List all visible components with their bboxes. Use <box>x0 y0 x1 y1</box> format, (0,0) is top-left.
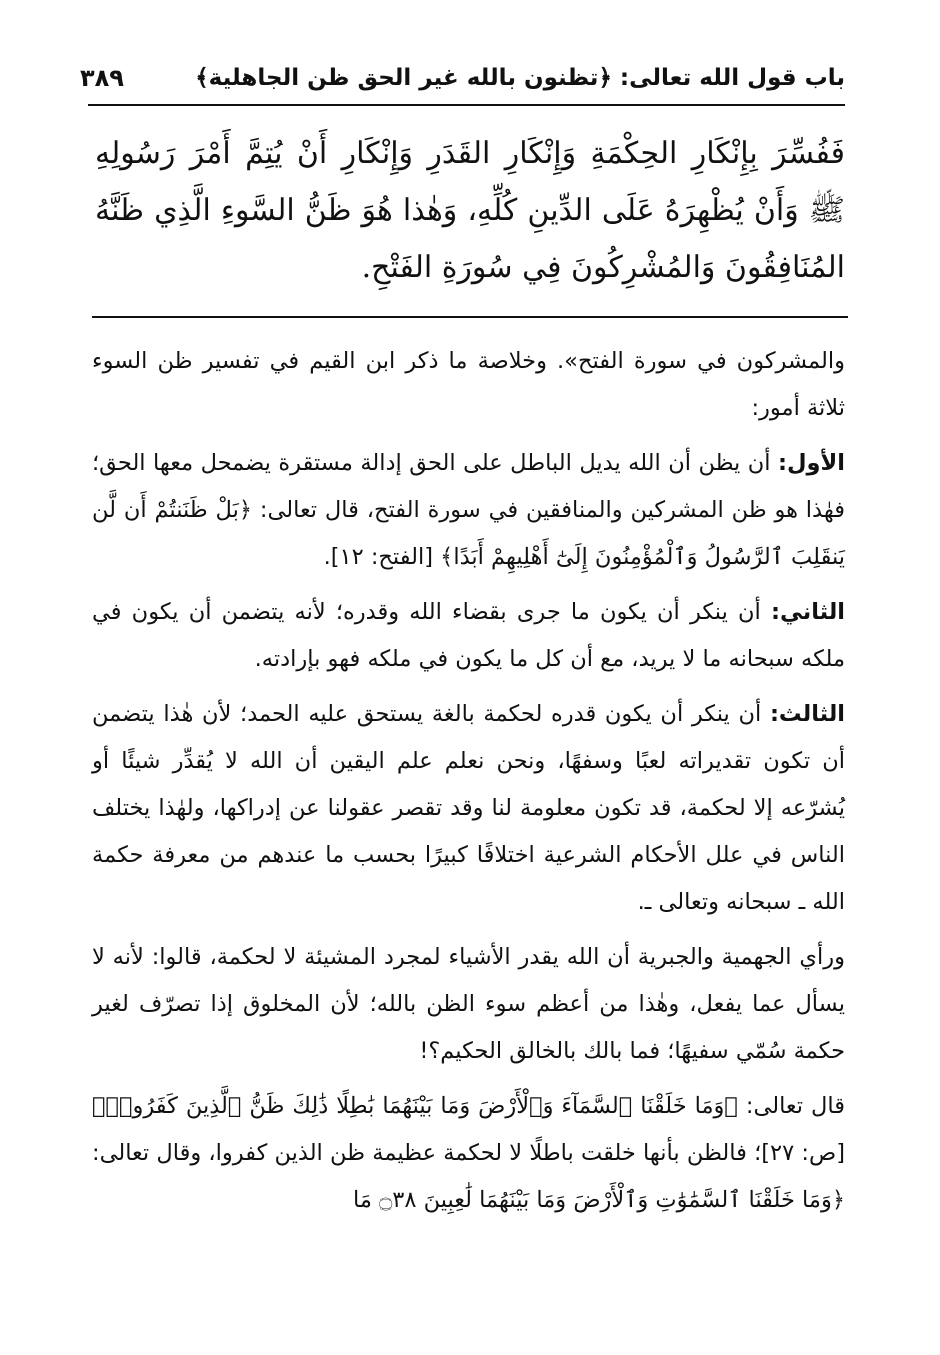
point-first-lead: الأول: <box>778 450 845 476</box>
quran-verse: ﴿بَلْ ظَنَنتُمْ أَن لَّن يَنقَلِبَ ٱلرَّسُولُ وَٱلْمُؤْمِنُونَ إِلَىٰٓ أَهْلِيهِمْ أَبَدًا﴾ <box>92 497 845 570</box>
point-third-text: أن ينكر أن يكون قدره لحكمة بالغة يستحق عليه الحمد؛ لأن هٰذا يتضمن أن تكون تقديراته لعبًا وسفهًا، ونحن نعلم علم اليقين أن الله لا يُقدِّر شيئًا أو يُشرّعه إلا لحكمة، قد تكون معلومة لنا وقد تقصر عقولنا عن إدراكها، ولهٰذا يختلف الناس في علل الأحكام الشرعية اختلافًا كبيرًا بحسب ما عندهم من معرفة حكمة الله ـ سبحانه وتعالى ـ. <box>92 701 845 915</box>
final-paragraph <box>92 1083 845 1224</box>
page-header <box>80 58 845 98</box>
jahmiyya-paragraph: ورأي الجهمية والجبرية أن الله يقدر الأشياء لمجرد المشيئة لا لحكمة، قالوا: لأنه لا يسأل عما يفعل، وهٰذا من أعظم سوء الظن بالله؛ لأن المخلوق إذا تصرّف لغير حكمة سُمّي سفيهًا؛ فما بالك بالخالق الحكيم؟! <box>92 944 845 1064</box>
quran-verse: ﴿وَمَا خَلَقْنَا ٱلسَّمَٰوَٰتِ وَٱلْأَرْضَ وَمَا بَيْنَهُمَا لَٰعِبِينَ ۝٣٨ مَا <box>353 1187 845 1213</box>
verse-reference: [ص: ٢٧]؛ فالظن بأنها خلقت باطلًا لا لحكمة عظيمة ظن الذين كفروا، وقال تعالى: <box>92 1140 845 1166</box>
commentary <box>92 338 845 1232</box>
point-third <box>92 691 845 926</box>
chapter-title: باب قول الله تعالى: ﴿تظنون بالله غير الحق ظن الجاهلية﴾ <box>195 65 845 91</box>
page-number: ٣٨٩ <box>80 64 124 92</box>
commentary-intro: والمشركون في سورة الفتح». وخلاصة ما ذكر ابن القيم في تفسير ظن السوء ثلاثة أمور: <box>92 348 845 421</box>
point-second-text: أن ينكر أن يكون ما جرى بقضاء الله وقدره؛ لأنه يتضمن أن يكون في ملكه سبحانه ما لا يريد، مع أن كل ما يكون في ملكه فهو بإرادته. <box>92 599 845 672</box>
quran-verse: ﴿وَمَا خَلَقْنَا ٱلسَّمَآءَ وَٱلْأَرْضَ وَمَا بَيْنَهُمَا بَٰطِلًا ذَٰلِكَ ظَنُّ ٱلَّذِينَ كَفَرُوا۟﴾ <box>92 1093 738 1119</box>
point-second-lead: الثاني: <box>770 599 845 625</box>
point-second <box>92 589 845 683</box>
point-first-text: أن يظن أن الله يديل الباطل على الحق إدالة مستقرة يضمحل معها الحق؛ فهٰذا هو ظن المشركين والمنافقين في سورة الفتح، قال تعالى: <box>92 450 845 523</box>
point-first <box>92 440 845 581</box>
verse-reference: [الفتح: ١٢]. <box>323 544 441 570</box>
point-third-lead: الثالث: <box>769 701 845 727</box>
text-divider <box>92 316 848 318</box>
header-divider <box>88 104 845 106</box>
main-text: فَفُسِّرَ بِإِنْكَارِ الحِكْمَةِ وَإِنْكَارِ القَدَرِ وَإِنْكَارِ أَنْ يُتِمَّ أَمْرَ رَسُولِهِ ﷺ وَأَنْ يُظْهِرَهُ عَلَى الدِّينِ كُلِّهِ، وَهٰذا هُوَ ظَنُّ السَّوءِ الَّذِي ظَنَّهُ المُنَافِقُونَ وَالمُشْرِكُونَ فِي سُورَةِ الفَتْحِ. <box>95 136 845 285</box>
final-intro: قال تعالى: <box>737 1093 845 1119</box>
